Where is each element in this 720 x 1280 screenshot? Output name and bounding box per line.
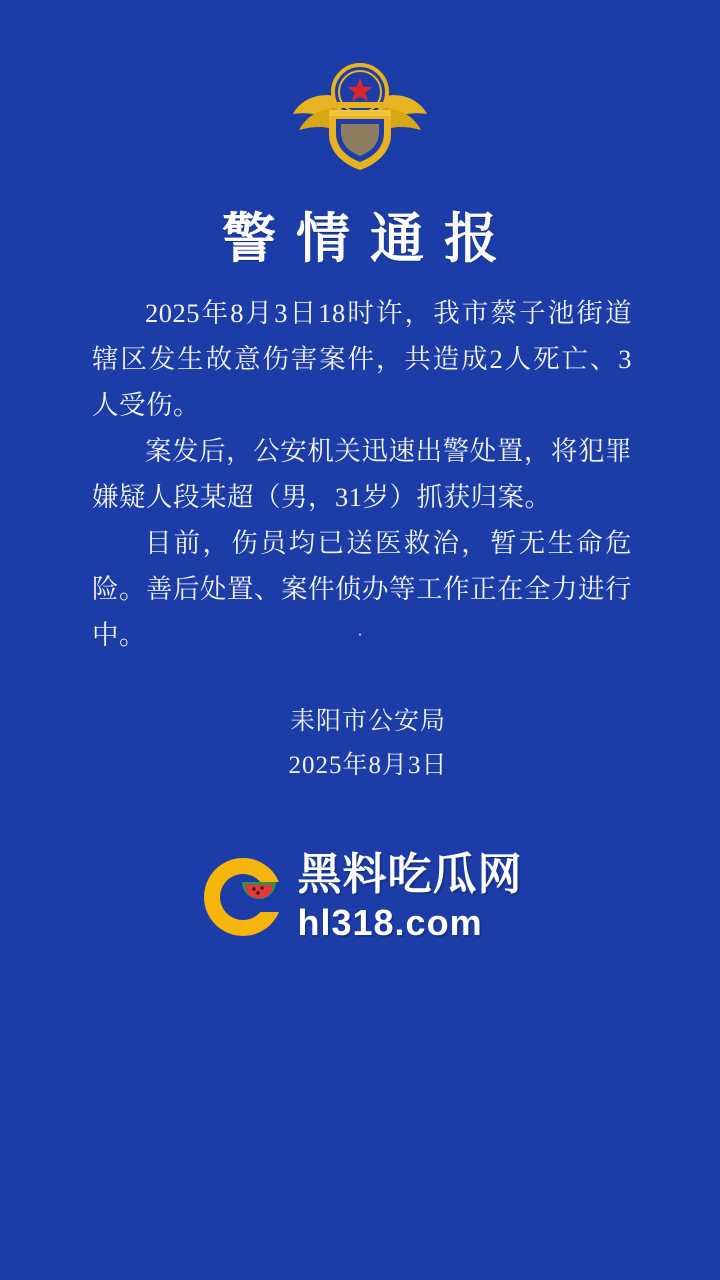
- notice-paragraph-1: 2025年8月3日18时许，我市蔡子池街道辖区发生故意伤害案件，共造成2人死亡、3人受伤。: [92, 298, 632, 420]
- watermark-inner: [198, 852, 523, 942]
- signature-date: 2025年8月3日: [288, 752, 448, 779]
- watermark: [0, 852, 720, 942]
- page-title: 警情通报: [222, 209, 518, 269]
- notice-paragraph-3: 目前，伤员均已送医救治，暂无生命危险。善后处置、案件侦办等工作正在全力进行中。: [92, 528, 632, 650]
- notice-body: [92, 290, 632, 658]
- emblem-container: [0, 62, 720, 174]
- watermark-text: [297, 850, 523, 943]
- watermark-site-name: 黑料吃瓜网: [297, 850, 523, 899]
- china-police-emblem-icon: [285, 62, 435, 174]
- signature-organization: 耒阳市公安局: [289, 708, 446, 735]
- hl318-watermelon-logo-icon: [198, 852, 288, 942]
- notice-paragraph-2: 案发后，公安机关迅速出警处置，将犯罪嫌疑人段某超（男，31岁）抓获归案。: [92, 436, 632, 512]
- separator-dot: ·: [357, 627, 363, 644]
- signature-block: [0, 700, 720, 788]
- watermark-site-url: hl318.com: [297, 902, 483, 943]
